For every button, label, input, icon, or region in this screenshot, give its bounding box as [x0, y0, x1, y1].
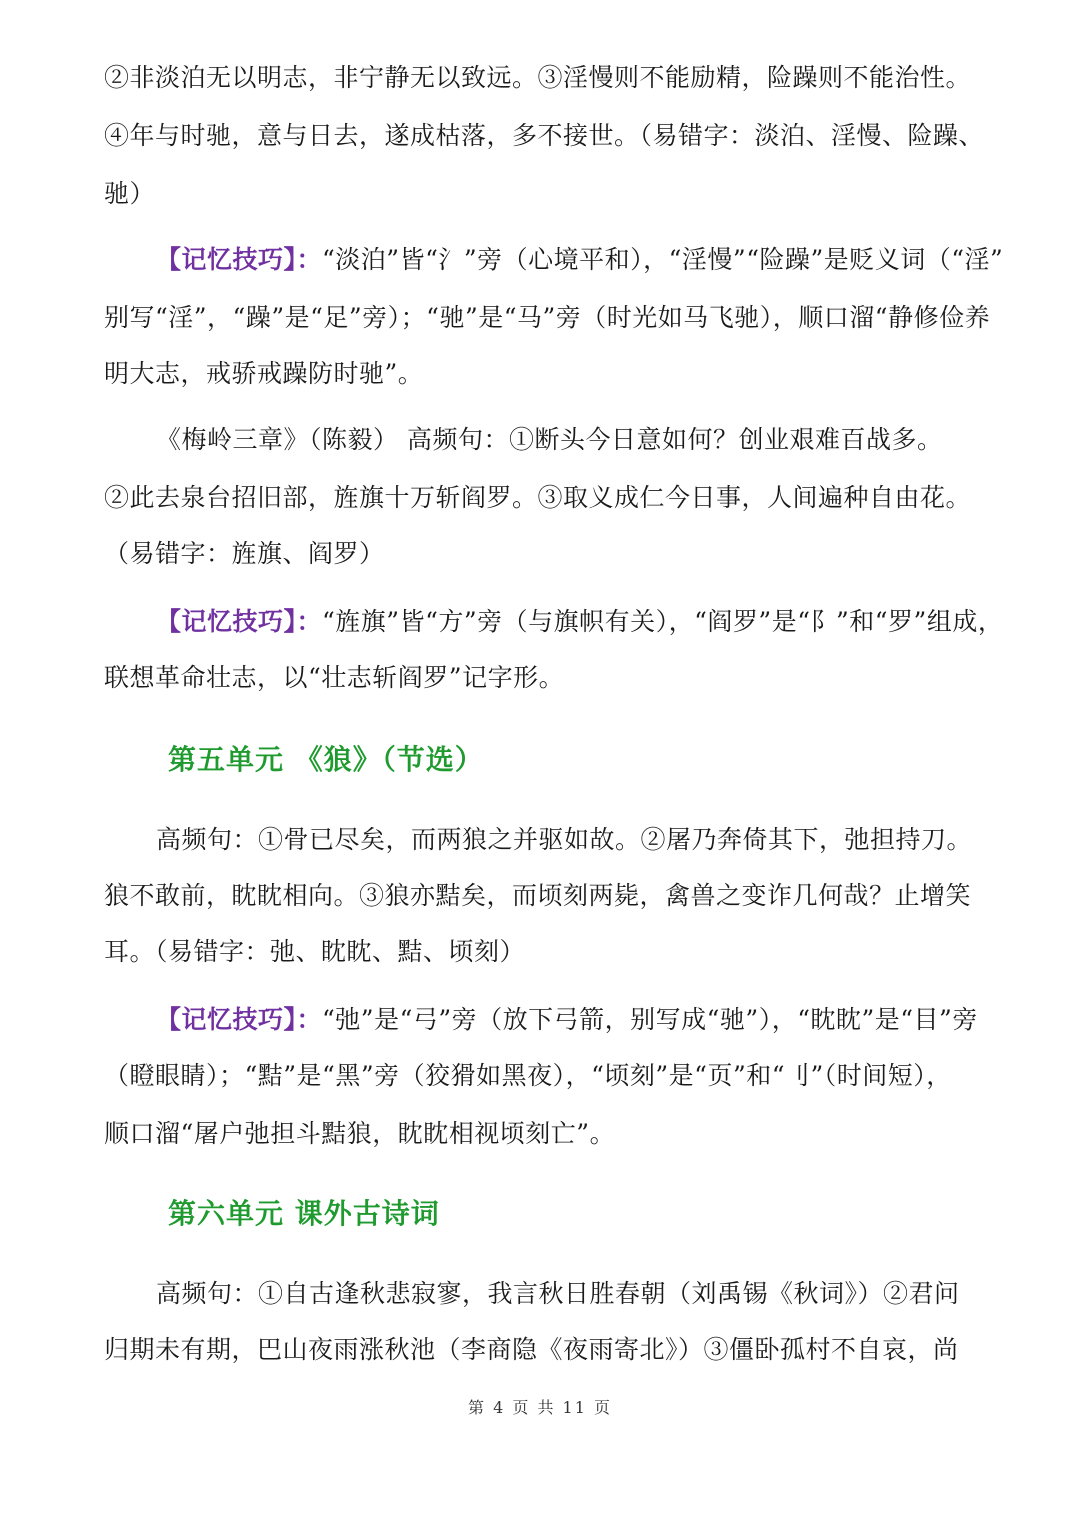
memory-tip-label: 【记忆技巧】：: [156, 607, 323, 636]
tip3-text-1: “弛”是“弓”旁（放下弓箭，别写成“驰”），“眈眈”是“目”旁: [322, 1005, 978, 1034]
meiling-line-1: 《梅岭三章》（陈毅） 高频句：①断头今日意如何？创业艰难百战多。: [156, 425, 943, 454]
intro-line-2: ④年与时驰，意与日去，遂成枯落，多不接世。（易错字：淡泊、淫慢、险躁、: [104, 121, 985, 150]
unit5-line-3: 耳。（易错字：弛、眈眈、黠、顷刻）: [104, 937, 526, 966]
tip2-text-1: “旌旗”皆“方”旁（与旗帜有关），“阎罗”是“阝”和“罗”组成，: [322, 607, 1004, 636]
tip1-line-2: 别写“淫”，“躁”是“足”旁）；“驰”是“马”旁（时光如马飞驰），顺口溜“静修俭养: [104, 303, 991, 332]
unit5-line-1: 高频句：①骨已尽矣，而两狼之并驱如故。②屠乃奔倚其下，弛担持刀。: [156, 825, 973, 854]
memory-tip-label: 【记忆技巧】：: [156, 245, 323, 274]
tip1-line-1: [156, 242, 1004, 278]
tip1-line-3: 明大志，戒骄戒躁防时驰”。: [104, 359, 424, 388]
unit5-heading: 第五单元 《狼》（节选）: [168, 743, 484, 776]
intro-line-1: ②非淡泊无以明志，非宁静无以致远。③淫慢则不能励精，险躁则不能治性。: [104, 63, 972, 92]
meiling-line-2: ②此去泉台招旧部，旌旗十万斩阎罗。③取义成仁今日事，人间遍种自由花。: [104, 483, 972, 512]
tip2-line-2: 联想革命壮志，以“壮志斩阎罗”记字形。: [104, 663, 565, 692]
tip3-line-2: （瞪眼睛）；“黠”是“黑”旁（狡猾如黑夜），“顷刻”是“页”和“刂”（时间短），: [104, 1061, 952, 1090]
meiling-line-3: （易错字：旌旗、阎罗）: [104, 539, 385, 568]
unit6-line-2: 归期未有期，巴山夜雨涨秋池（李商隐《夜雨寄北》）③僵卧孤村不自哀，尚: [104, 1335, 959, 1364]
page-number-footer: 第 4 页 共 11 页: [468, 1398, 612, 1417]
unit6-line-1: 高频句：①自古逢秋悲寂寥，我言秋日胜春朝（刘禹锡《秋词》）②君问: [156, 1279, 960, 1308]
memory-tip-label: 【记忆技巧】：: [156, 1005, 323, 1034]
tip3-line-1: [156, 1002, 986, 1038]
intro-line-3: 驰）: [104, 179, 156, 208]
unit5-line-2: 狼不敢前，眈眈相向。③狼亦黠矣，而顷刻两毙，禽兽之变诈几何哉？止增笑: [104, 881, 972, 910]
unit6-heading: 第六单元 课外古诗词: [168, 1197, 440, 1230]
tip2-line-1: [156, 604, 1004, 640]
tip3-line-3: 顺口溜“屠户弛担斗黠狼，眈眈相视顷刻亡”。: [104, 1119, 616, 1148]
tip1-text-1: “淡泊”皆“氵”旁（心境平和），“淫慢”“险躁”是贬义词（“淫”: [322, 245, 1004, 274]
